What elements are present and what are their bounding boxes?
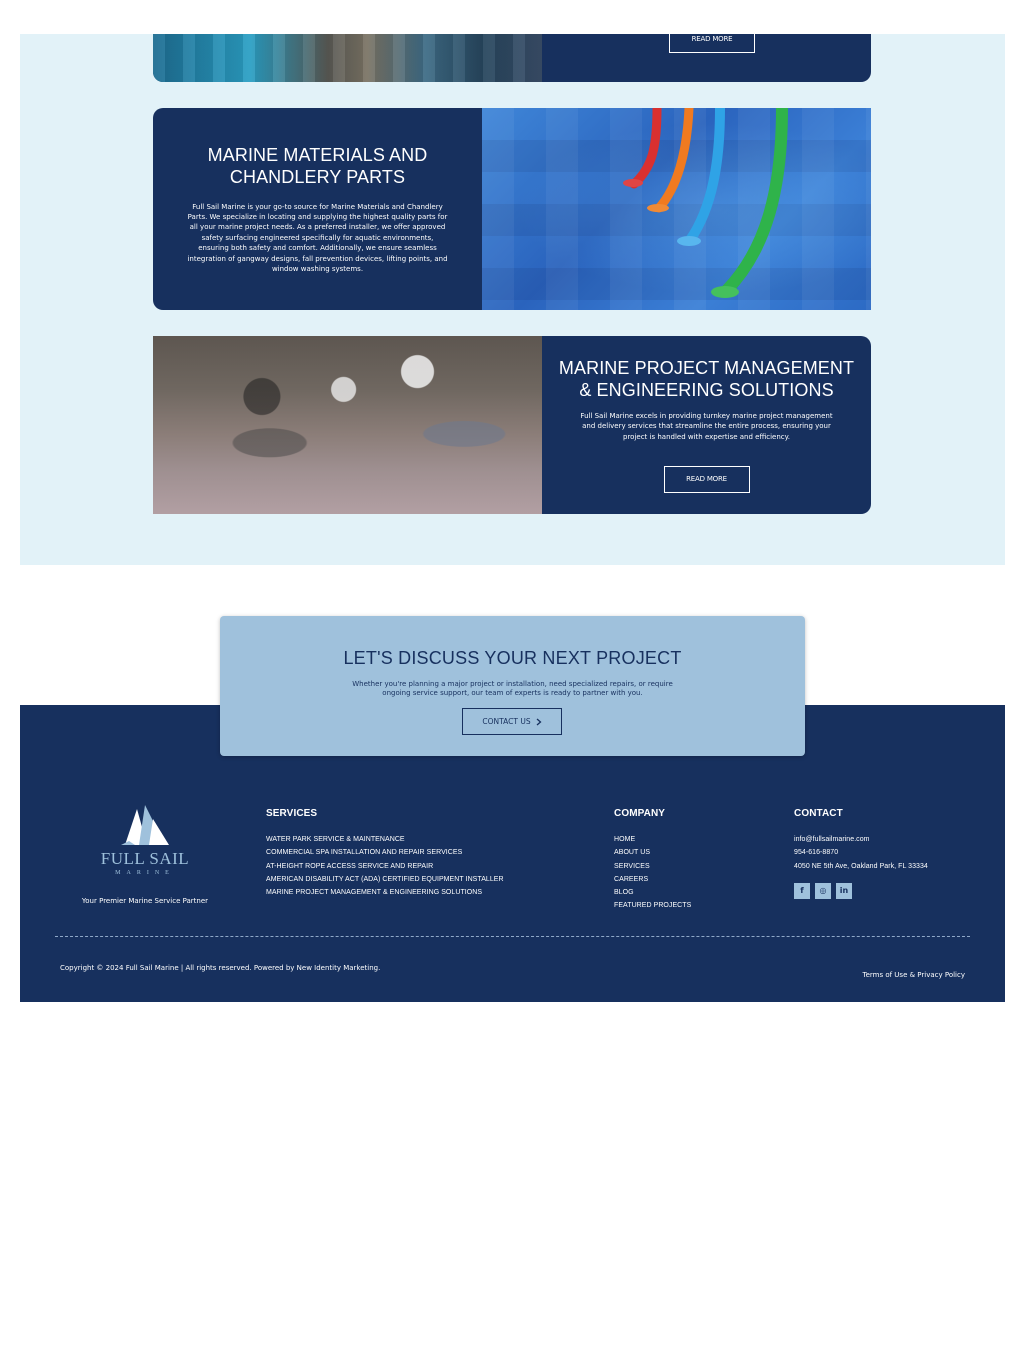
card-description: Full Sail Marine excels in providing turnkey marine project management and delivery services that streamline the entire process, ensuring your project is handled with expertise and efficiency. [580,412,833,441]
facebook-icon[interactable]: f [794,883,810,899]
read-more-button[interactable]: READ MORE [664,466,750,493]
splash-pad-photo [482,108,871,310]
pool-service-photo [153,34,542,82]
read-more-button[interactable]: READ MORE [669,34,755,53]
footer-service-link[interactable]: COMMERCIAL SPA INSTALLATION AND REPAIR SERVICES [266,849,463,857]
footer-link-blog[interactable]: BLOG [614,889,634,897]
contact-phone-link[interactable]: 954-616-8870 [794,849,839,857]
chevron-right-icon [536,718,542,726]
card-description: Full Sail Marine is your go-to source for Marine Materials and Chandlery Parts. We specialize in locating and supplying the highest quality parts for all your marine project needs. As a preferred installer, we offer approved safety surfacing engineered specifically for aquatic environments, ensuring both safety and comfort. Additionally, we ensure seamless integration of gangway designs, fall prevention devices, lifting points, and window washing systems. [187,202,448,274]
footer-company-column [614,808,691,913]
social-links [794,883,928,899]
footer-services-column [266,808,504,899]
footer-link-careers[interactable]: CAREERS [614,875,649,883]
footer-company-heading: COMPANY [614,808,666,819]
footer-service-link[interactable]: MARINE PROJECT MANAGEMENT & ENGINEERING SOLUTIONS [266,889,483,897]
contact-us-label: CONTACT US [482,717,531,726]
copyright-text: Copyright © 2024 Full Sail Marine | All rights reserved. Powered by New Identity Marketing. [60,964,381,972]
footer-tagline: Your Premier Marine Service Partner [81,897,209,905]
card-title: MARINE PROJECT MANAGEMENT & ENGINEERING SOLUTIONS [558,358,855,400]
footer-service-link[interactable]: WATER PARK SERVICE & MAINTENANCE [266,836,405,843]
service-card-management [153,336,871,514]
footer-service-link[interactable]: AMERICAN DISABILITY ACT (ADA) CERTIFIED EQUIPMENT INSTALLER [266,875,504,883]
footer-link-featured-projects[interactable]: FEATURED PROJECTS [614,902,692,910]
footer-service-link[interactable]: AT-HEIGHT ROPE ACCESS SERVICE AND REPAIR [266,862,434,870]
service-card-materials [153,108,871,310]
footer-services-heading: SERVICES [266,808,318,819]
contact-address: 4050 NE 5th Ave, Oakland Park, FL 33334 [794,862,928,870]
footer-link-about[interactable]: ABOUT US [614,849,651,857]
footer-contact-column [794,808,928,899]
cta-title: LET'S DISCUSS YOUR NEXT PROJECT [343,648,682,668]
engineering-team-photo [153,336,542,514]
cta-text: Whether you're planning a major project or installation, need specialized repairs, or require ongoing service support, our team of experts is ready to partner with you. [352,680,673,697]
terms-privacy-link[interactable]: Terms of Use & Privacy Policy [862,971,965,979]
logo-subtitle: MARINE [115,870,175,876]
footer-link-services[interactable]: SERVICES [614,862,650,870]
cta-box [220,616,805,756]
site-logo[interactable] [90,805,200,876]
sail-logo-icon [115,805,175,847]
footer-divider [55,936,970,937]
instagram-icon[interactable]: ◎ [815,883,831,899]
service-card-top [153,34,871,82]
contact-email-link[interactable]: info@fullsailmarine.com [794,836,870,843]
footer-contact-heading: CONTACT [794,808,843,819]
card-title: MARINE MATERIALS AND CHANDLERY PARTS [207,144,428,187]
contact-us-button[interactable] [462,708,562,735]
linkedin-icon[interactable]: in [836,883,852,899]
footer-link-home[interactable]: HOME [614,836,636,843]
logo-wordmark: FULL SAIL [100,849,190,868]
